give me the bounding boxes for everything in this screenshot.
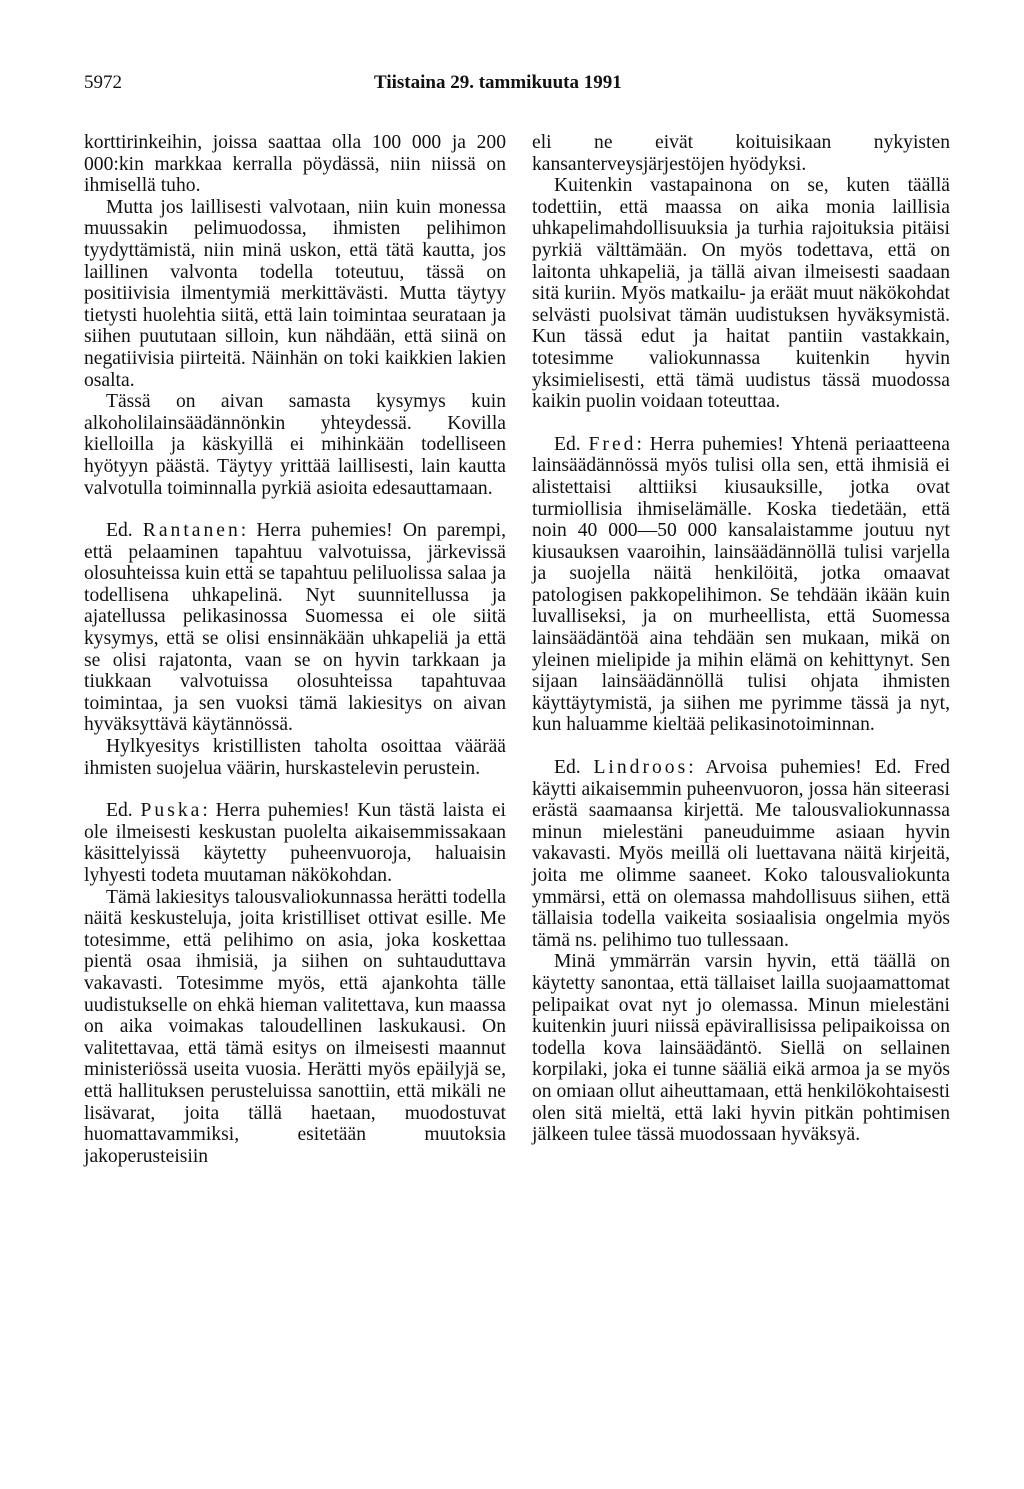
page-number: 5972 [84, 72, 122, 93]
speaker-prefix: Ed. [106, 520, 133, 542]
speech-lindroos [532, 757, 950, 951]
paragraph: korttirinkeihin, joissa saattaa olla 100 000 ja 200 000:kin markkaa kerralla pöydässä, niin niissä on ihmisellä tuho. [84, 132, 506, 197]
left-column [84, 132, 506, 1167]
speech-text: : Arvoisa puhemies! Ed. Fred käytti aikaisemmin puheenvuoron, jossa hän siteerasi erästä saamaansa kirjettä. Me talousvaliokunnassa minun mielestäni paneuduimme asiaan hyvin vakavasti. Myös meillä oli luettavana näitä kirjeitä, joita me olimme saaneet. Koko talousvaliokunta ymmärsi, että on olemassa mahdollisuus siihen, että tällaisia todella vaikeita sosiaalisia ongelmia myös tämä ns. pelihimo tuo tullessaan. [532, 757, 950, 951]
paragraph: Minä ymmärrän varsin hyvin, että täällä on käytetty sanontaa, että tällaiset lailla suojaamattomat pelipaikat ovat nyt jo olemassa. Minun mielestäni kuitenkin juuri niissä epävirallisissa pelipaikoissa on todella kova lainsäädäntö. Siellä on sellainen korpilaki, joka ei tunne sääliä eikä armoa ja se myös on omiaan ollut aiheuttamaan, että henkilökohtaisesti olen sitä mieltä, että laki hyvin pitkän pohtimisen jälkeen tulee tässä muodossaan hyväksyä. [532, 951, 950, 1146]
paragraph: Kuitenkin vastapainona on se, kuten täällä todettiin, että maassa on aika monia laillisia uhkapelimahdollisuuksia ja turhia rajoituksia pitäisi pyrkiä välttämään. On myös todettava, että on laitonta uhkapeliä, ja tällä aivan ilmeisesti saadaan sitä kuriin. Myös matkailu- ja eräät muut näkökohdat selvästi puolsivat tämän uudistuksen hyväksymistä. Kun tässä edut ja haitat pantiin vastakkain, totesimme valiokunnassa kuitenkin hyvin yksimielisesti, että tämä uudistus tässä muodossa kaikin puolin voidaan toteuttaa. [532, 175, 950, 413]
speaker-name-fred: Fred [588, 433, 637, 455]
speaker-prefix: Ed. [554, 757, 581, 779]
page-date: Tiistaina 29. tammikuuta 1991 [374, 72, 622, 93]
right-column [532, 132, 950, 1146]
speaker-name-puska: Puska [140, 800, 203, 822]
speaker-name-rantanen: Rantanen [142, 520, 241, 542]
paragraph: Hylkyesitys kristillisten taholta osoittaa väärää ihmisten suojelua väärin, hurskastelevin perustein. [84, 736, 506, 779]
speech-text: : Herra puhemies! On parempi, että pelaaminen tapahtuu valvotuissa, järkevissä olosuhteissa kuin että se tapahtuu peliluolissa salaa ja todellisena uhkapelinä. Nyt suunnitellussa ja ajatellussa pelikasinossa Suomessa ei ole siitä kysymys, että se olisi ensinnäkään uhkapeliä ja että se olisi rajatonta, vaan se on hyvin tarkkaan ja tiukkaan valvotuissa olosuhteissa tapahtuvaa toimintaa, ja sen vuoksi tämä lakiesitys on aivan hyväksyttävä käytännössä. [84, 520, 506, 736]
speech-text: : Herra puhemies! Kun tästä laista ei ole ilmeisesti keskustan puolelta aikaisemmissakaan käsittelyissä käytetty puheenvuoroja, haluaisin lyhyesti todeta muutaman näkökohdan. [84, 800, 507, 886]
paragraph: Tämä lakiesitys talousvaliokunnassa herätti todella näitä keskusteluja, joita kristilliset ottivat esille. Me totesimme, että pelihimo on asia, joka koskettaa pientä osaa ihmisiä, ja siihen on suhtauduttava vakavasti. Totesimme myös, että ajankohta tälle uudistukselle on ehkä hieman valitettava, kun maassa on aika voimakas taloudellinen laskukausi. On valitettavaa, että tämä esitys on ilmeisesti maannut ministeriössä useita vuosia. Herätti myös epäilyjä se, että hallituksen perusteluissa sanottiin, että mikäli ne lisävarat, joita tällä haetaan, muodostuvat huomattavammiksi, esitetään muutoksia jakoperusteisiin [84, 886, 506, 1167]
paragraph: eli ne eivät koituisikaan nykyisten kansanterveysjärjestöjen hyödyksi. [532, 132, 950, 175]
page-header [84, 72, 940, 98]
speaker-prefix: Ed. [554, 433, 581, 455]
paragraph: Tässä on aivan samasta kysymys kuin alkoholilainsäädännönkin yhteydessä. Kovilla kielloilla ja käskyillä ei mihinkään todelliseen hyötyyn päästä. Täytyy yrittää laillisesti, lain kautta valvotulla toiminnalla pyrkiä asioita edesauttamaan. [84, 391, 506, 499]
speech-rantanen [84, 520, 506, 736]
paragraph: Mutta jos laillisesti valvotaan, niin kuin monessa muussakin pelimuodossa, ihmisten pelihimon tyydyttämistä, niin minä uskon, että tätä kautta, jos laillinen valvonta todella toteutuu, tässä on positiivisia ilmentymiä merkittävästi. Mutta täytyy tietysti huolehtia siitä, että lain toimintaa seurataan ja siihen puututaan silloin, kun nähdään, että siinä on negatiivisia piirteitä. Näinhän on toki kaikkien lakien osalta. [84, 196, 506, 391]
speaker-name-lindroos: Lindroos [593, 757, 689, 779]
speech-text: : Herra puhemies! Yhtenä periaatteena lainsäädännössä myös tulisi olla sen, että ihmisiä ei alistettaisi alttiiksi kiusauksille, jotka ovat turmiollisia ihmiselämälle. Koska tiedetään, että noin 40 000—50 000 kansalaistamme joutuu nyt kiusauksen vaaroihin, lainsäädännöllä tulisi varjella ja suojella näitä henkilöitä, jotka omaavat patologisen pakkopelihimon. Se tehdään ikään kuin luvalliseksi, ja on murheellista, että Suomessa lainsäädäntöä aina tehdään sen mukaan, mikä on yleinen mielipide ja mihin elämä on kehittynyt. Sen sijaan lainsäädännöllä tulisi ohjata ihmisten käyttäytymistä, ja siihen me pyrimme tässä ja nyt, kun haluamme kieltää pelikasinotoiminnan. [532, 433, 950, 736]
speech-puska [84, 800, 506, 886]
speaker-prefix: Ed. [106, 800, 133, 822]
speech-fred [532, 434, 950, 736]
